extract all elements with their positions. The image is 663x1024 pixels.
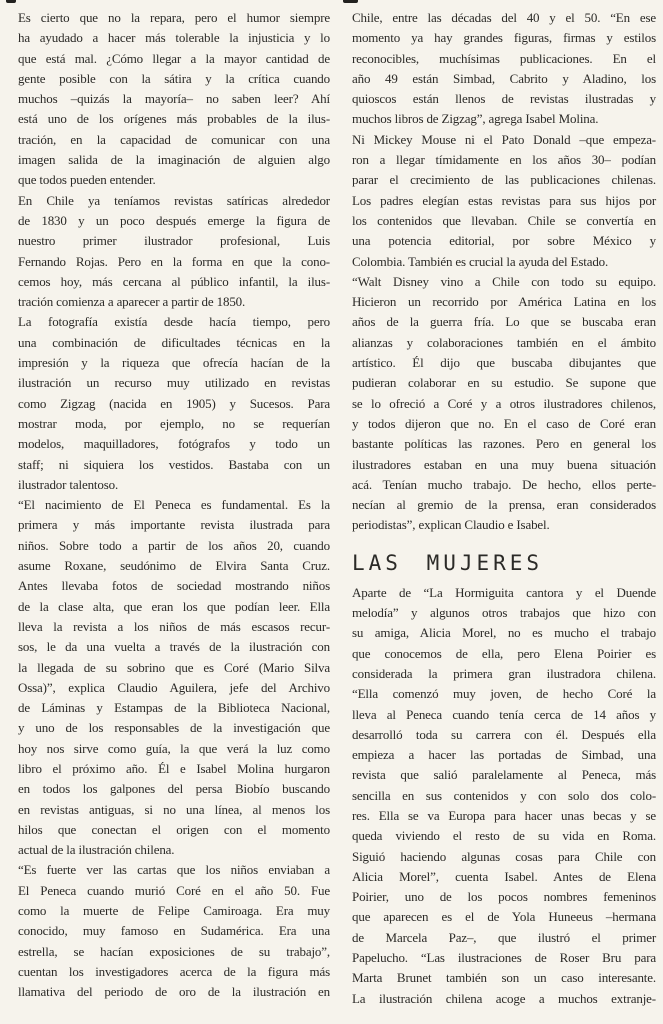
text-line: ilustradores estaban en una muy buena situación (352, 456, 656, 472)
text-line: una potencia editorial, por sobre México y (352, 233, 656, 249)
text-line: Hicieron un recorrido por América Latina en los (352, 294, 656, 310)
right-text-column (352, 8, 656, 1009)
paragraph (18, 495, 330, 860)
text-line: acá. Tenían mucho trabajo. De hecho, ellos perte- (352, 476, 656, 492)
paragraph (18, 191, 330, 313)
text-line: quioscos están llenos de revistas ilustradas y (352, 91, 656, 107)
text-line: reconocibles, muchísimas publicaciones. En el (352, 50, 656, 66)
text-line: Ni Mickey Mouse ni el Pato Donald –que empeza- (352, 131, 656, 147)
left-text-column (18, 8, 330, 1009)
text-line: Poirier, uno de los pocos nombres femeninos (352, 889, 656, 905)
text-line: La ilustración chilena acoge a muchos extranje- (352, 990, 656, 1006)
text-line: momento ya hay grandes figuras, firmas y estilos (352, 30, 656, 46)
text-line: y todos dijeron que no. En el caso de Coré eran (352, 415, 656, 431)
text-line: Ossa)”, explica Claudio Aguilera, jefe del Archivo (18, 679, 330, 695)
text-line: revista que salió paralelamente al Peneca, más (352, 767, 656, 783)
text-line: impresión y la riqueza que ofrecía hacían de la (18, 355, 330, 371)
text-line: nuestro primer ilustrador profesional, Luis (18, 233, 330, 249)
text-line: Alicia Morel”, cuenta Isabel. Antes de Elena (352, 868, 656, 884)
text-line: queda viviendo el resto de su vida en Roma. (352, 828, 656, 844)
text-line: muchos libros de Zigzag”, agrega Isabel Molina. (352, 111, 599, 127)
text-line: artístico. Él dijo que buscaba dibujantes que (352, 355, 656, 371)
text-line: desarrolló toda su carrera con él. Después ella (352, 726, 656, 742)
text-line: pudieran colaborar en su estudio. Se supone que (352, 375, 656, 391)
text-line: libro el próximo año. Él e Isabel Molina hurgaron (18, 760, 330, 776)
text-line: Fernando Rojas. Pero en la forma en que la cono- (18, 253, 330, 269)
text-line: como Zigzag (nacida en 1905) y Sucesos. Para (18, 395, 330, 411)
text-line: El Peneca cuando murió Coré en el año 50. Fue (18, 882, 330, 898)
text-line: lleva al Peneca cuando tenía cerca de 14 años y (352, 706, 656, 722)
text-line: año 49 están Simbad, Cabrito y Aladino, los (352, 70, 656, 86)
text-line: como la muerte de Felipe Camiroaga. Era muy (18, 903, 330, 919)
text-line: se lo ofreció a Coré y a otros ilustradores chilenos, (352, 395, 656, 411)
text-line: que conocemos de ella, pero Elena Poirier es (352, 645, 656, 661)
text-line: “El nacimiento de El Peneca es fundamental. Es la (18, 497, 330, 513)
text-line: Es cierto que no la repara, pero el humor siempre (18, 10, 330, 25)
text-line: modelos, maquilladores, fotógrafos y todo un (18, 436, 330, 452)
text-line: los contenidos que llevaban. Chile se convertía en (352, 212, 656, 228)
text-line: asume Roxane, seudónimo de Elvira Santa Cruz. (18, 558, 330, 574)
text-line: considerada la primera gran ilustradora chilena. (352, 665, 656, 681)
text-line: Papelucho. “Las ilustraciones de Roser Bru para (352, 950, 656, 966)
text-line: en revistas antiguas, si no una línea, al menos los (18, 801, 330, 817)
text-line: cuentan los investigadores acerca de la figura más (18, 963, 330, 979)
text-line: La fotografía existía desde hacía tiempo, pero (18, 314, 330, 330)
text-line: “Walt Disney vino a Chile con todo su equipo. (352, 273, 656, 289)
text-line: años de la guerra fría. Lo que se buscaba eran (352, 314, 656, 330)
text-line: estrella, se hacían exposiciones de su trabajo”, (18, 943, 330, 959)
text-line: muchos –quizás la mayoría– no saben leer? Ahí (18, 91, 330, 107)
paragraph (18, 860, 330, 1002)
text-line: imagen salida de la imaginación de alguien algo (18, 152, 330, 168)
text-line: llamativa del periodo de oro de la ilustración en (18, 984, 330, 1000)
text-line: de Marcela Paz–, que ilustró el primer (352, 929, 656, 945)
text-line: tración comienza a aparecer a partir de 1850. (18, 294, 246, 310)
text-line: y uno de los responsables de la investigación que (18, 720, 330, 736)
text-line: cemos hoy, más cercana al público infantil, la ilus- (18, 273, 330, 289)
text-line: una combinación de dificultades técnicas en la (18, 334, 330, 350)
text-line: mostrar moda, por ejemplo, no se requerían (18, 415, 330, 431)
text-line: su amiga, Alicia Morel, no es mucho el trabajo (352, 625, 656, 641)
text-line: necían al gremio de la prensa, eran considerados (352, 497, 656, 513)
paragraph (18, 312, 330, 495)
text-line: en todos los galpones del persa Biobío buscando (18, 781, 330, 797)
text-line: sencilla en sus contenidos y con solo dos colo- (352, 787, 656, 803)
section-heading: LAS MUJERES (352, 550, 544, 575)
paragraph (352, 130, 656, 272)
text-line: niños. Sobre todo a partir de los años 20, cuando (18, 537, 330, 553)
text-line: Colombia. También es crucial la ayuda del Estado. (352, 253, 609, 269)
text-line: res. Ella se va Europa para hacer unas becas y se (352, 807, 656, 823)
text-line: “Es fuerte ver las cartas que los niños enviaban a (18, 862, 330, 878)
text-line: ilustración un recurso muy utilizado en revistas (18, 375, 330, 391)
paragraph (18, 8, 330, 191)
scan-crop-artifact (6, 0, 16, 3)
scan-crop-artifact (343, 0, 358, 3)
text-line: tración, en la capacidad de comunicar con una (18, 131, 330, 147)
text-line: empieza a hacer las portadas de Simbad, una (352, 747, 656, 763)
text-line: Siguió haciendo algunas cosas para Chile con (352, 848, 656, 864)
text-line: bastante políticas las razones. Pero en general los (352, 436, 656, 452)
text-line: staff; ni siquiera los vestidos. Bastaba con un (18, 456, 330, 472)
text-line: ha ayudado a hacer más tolerable la injusticia y lo (18, 30, 330, 46)
text-line: que aparecen es el de Yola Huneeus –hermana (352, 909, 656, 925)
text-line: Aparte de “La Hormiguita cantora y el Duende (352, 584, 656, 600)
text-line: gente posible con la sátira y la crítica cuando (18, 70, 330, 86)
text-line: Los padres elegían estas revistas para sus hijos por (352, 192, 656, 208)
text-line: ilustrador talentoso. (18, 476, 119, 492)
text-line: En Chile ya teníamos revistas satíricas alrededor (18, 192, 330, 208)
text-line: primera y más importante revista ilustrada para (18, 517, 330, 533)
text-line: Chile, entre las décadas del 40 y el 50. “En ese (352, 10, 656, 25)
text-line: ron a llegar tímidamente en los años 30– podían (352, 152, 656, 168)
text-line: que está mal. ¿Cómo llegar a la mayor cantidad de (18, 50, 330, 66)
text-line: hilos que conectan el origen con el momento (18, 821, 330, 837)
text-line: de 1830 y un poco después emerge la figura de (18, 212, 330, 228)
text-line: la llegada de su sobrino que es Coré (Mario Silva (18, 659, 330, 675)
text-line: sos, le da una vuelta a través de la ilustración con (18, 639, 330, 655)
text-line: “Ella comenzó muy joven, de hecho Coré la (352, 686, 656, 702)
text-line: de la clase alta, que eran los que podían leer. Ella (18, 598, 330, 614)
text-line: melodía” y algunos otros trabajos que hizo con (352, 605, 656, 621)
text-line: lleva la revista a los niños de más escasos recur- (18, 618, 330, 634)
text-line: conocido, muy famoso en Sudamérica. Era una (18, 923, 330, 939)
text-line: parar el crecimiento de las publicaciones chilenas. (352, 172, 656, 188)
paragraph (352, 272, 656, 536)
text-line: de Láminas y Estampas de la Biblioteca Nacional, (18, 700, 330, 716)
text-line: alianzas y colaboraciones también en el ámbito (352, 334, 656, 350)
text-line: periodistas”, explican Claudio e Isabel. (352, 517, 550, 533)
text-line: hoy nos sirve como guía, la que verá la luz como (18, 740, 330, 756)
paragraph (352, 8, 656, 130)
text-line: que todos pueden entender. (18, 172, 156, 188)
text-line: está uno de los orígenes más probables de la ilus- (18, 111, 330, 127)
paragraph (352, 583, 656, 1009)
text-line: Antes llevaba fotos de sociedad mostrando niños (18, 578, 330, 594)
text-line: actual de la ilustración chilena. (18, 842, 175, 858)
text-line: Marta Brunet también son un caso interesante. (352, 970, 656, 986)
